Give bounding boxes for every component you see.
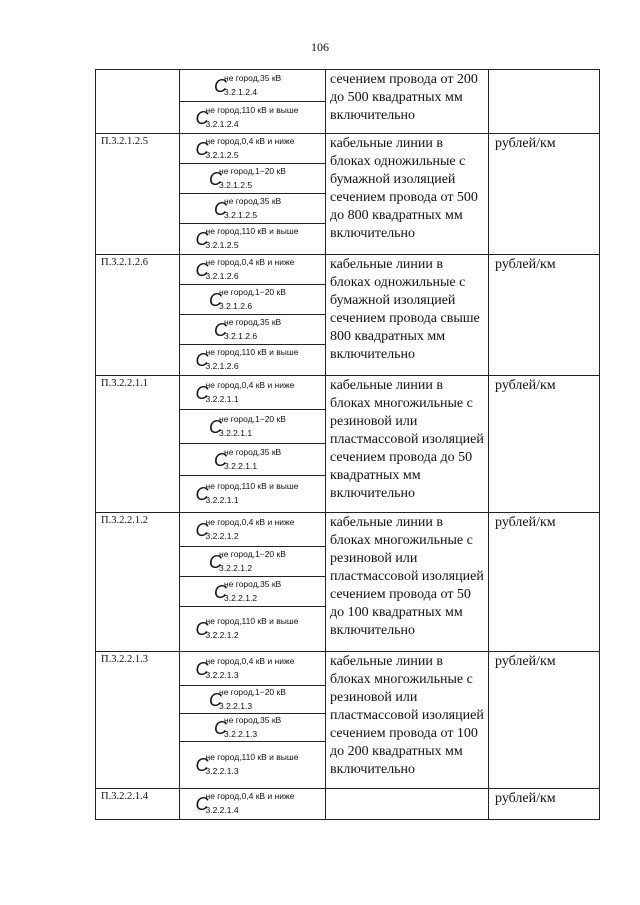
tariff-table <box>95 69 600 820</box>
formula-superscript: не город,0,4 кВ и ниже <box>205 379 295 390</box>
formula-subscript: 3.2.2.1.3 <box>224 728 258 739</box>
formula-box <box>180 255 325 285</box>
formula-symbol: C <box>195 755 209 775</box>
table-row <box>96 376 600 513</box>
row-code: П.3.2.1.2.5 <box>101 136 148 147</box>
rate-formula <box>209 165 296 190</box>
formula-superscript: не город,0,4 кВ и ниже <box>205 791 295 801</box>
unit-cell <box>489 376 600 513</box>
row-description: кабельные линии в блоках многожильные с резиновой или пластмассовой изоляцией сечением провода от 100 до 200 квадратных мм включительно <box>330 654 484 777</box>
rate-formula <box>195 256 310 281</box>
formula-box <box>180 714 325 742</box>
row-code-cell <box>96 652 180 789</box>
rate-formula <box>214 446 291 471</box>
formula-subscript: 3.2.1.2.6 <box>224 330 258 341</box>
row-code-cell <box>96 70 180 134</box>
formula-superscript: не город,110 кВ и выше <box>205 752 299 762</box>
row-unit <box>489 70 599 72</box>
formula-symbol: C <box>195 519 209 540</box>
row-code: П.3.2.1.2.6 <box>101 257 148 268</box>
rate-formula <box>214 195 291 220</box>
formula-symbol: C <box>209 689 222 710</box>
formula-symbol: C <box>209 168 222 189</box>
row-description: кабельные линии в блоках многожильные с резиновой или пластмассовой изоляцией сечением провода до 50 квадратных мм включительно <box>330 378 484 501</box>
formula-subscript: 3.2.1.2.4 <box>224 86 258 97</box>
rate-formula <box>209 286 296 311</box>
description-cell <box>326 652 489 789</box>
formula-superscript: не город,110 кВ и выше <box>205 616 299 626</box>
formula-superscript: не город,35 кВ <box>224 446 282 457</box>
formula-symbol: C <box>195 259 209 280</box>
formula-subscript: 3.2.1.2.5 <box>219 179 253 190</box>
row-code-cell <box>96 513 180 652</box>
rate-formula <box>195 135 310 160</box>
table-row <box>96 134 600 255</box>
formula-subscript: 3.2.2.1.1 <box>224 460 258 471</box>
row-code-cell <box>96 376 180 513</box>
description-cell <box>326 789 489 820</box>
formula-subscript: 3.2.2.1.2 <box>205 530 239 541</box>
formula-subscript: 3.2.2.1.1 <box>219 427 253 438</box>
formula-symbol: C <box>214 75 227 96</box>
formula-cell <box>180 652 326 789</box>
row-code: П.3.2.2.1.3 <box>101 654 148 665</box>
formula-superscript: не город,1−20 кВ <box>219 548 286 559</box>
formula-superscript: не город,110 кВ и выше <box>205 347 299 357</box>
formula-subscript: 3.2.2.1.2 <box>224 592 258 603</box>
formula-box <box>180 315 325 345</box>
rate-formula <box>209 686 296 711</box>
formula-superscript: не город,35 кВ <box>224 578 282 589</box>
formula-box <box>180 789 325 819</box>
row-description <box>326 789 488 790</box>
formula-subscript: 3.2.1.2.5 <box>224 209 258 220</box>
formula-symbol: C <box>195 107 209 128</box>
formula-box <box>180 513 325 547</box>
formula-superscript: не город,35 кВ <box>224 316 282 327</box>
rate-formula <box>214 714 291 739</box>
description-cell <box>326 513 489 652</box>
formula-box <box>180 577 325 607</box>
rate-formula <box>214 316 291 341</box>
formula-superscript: не город,1−20 кВ <box>219 286 286 297</box>
formula-symbol: C <box>195 382 209 403</box>
unit-cell <box>489 513 600 652</box>
formula-box <box>180 164 325 194</box>
formula-superscript: не город,0,4 кВ и ниже <box>205 256 295 267</box>
formula-subscript: 3.2.2.1.3 <box>205 669 239 680</box>
formula-symbol: C <box>209 289 222 310</box>
rate-formula <box>195 752 310 776</box>
formula-symbol: C <box>195 484 209 504</box>
formula-subscript: 3.2.2.1.3 <box>205 766 239 776</box>
table-row <box>96 70 600 134</box>
unit-cell <box>489 70 600 134</box>
row-code-cell <box>96 789 180 820</box>
row-code: П.3.2.2.1.2 <box>101 515 148 526</box>
page-number: 106 <box>311 40 329 54</box>
formula-subscript: 3.2.2.1.1 <box>205 495 239 505</box>
formula-subscript: 3.2.2.1.2 <box>219 562 253 573</box>
formula-superscript: не город,110 кВ и выше <box>205 226 299 236</box>
formula-symbol: C <box>209 416 222 437</box>
table-row <box>96 652 600 789</box>
rate-formula <box>209 548 296 573</box>
formula-symbol: C <box>195 350 209 370</box>
formula-box <box>180 70 325 102</box>
row-unit: рублей/км <box>495 136 556 151</box>
formula-box <box>180 444 325 476</box>
formula-box <box>180 194 325 224</box>
formula-superscript: не город,0,4 кВ и ниже <box>205 655 295 666</box>
rate-formula <box>195 104 310 129</box>
formula-box <box>180 476 325 512</box>
formula-symbol: C <box>214 717 227 738</box>
unit-cell <box>489 789 600 820</box>
formula-cell <box>180 513 326 652</box>
rate-formula <box>214 72 291 97</box>
formula-box <box>180 410 325 444</box>
formula-superscript: не город,110 кВ и выше <box>205 104 299 115</box>
description-cell <box>326 376 489 513</box>
row-description: сечением провода от 200 до 500 квадратных мм включительно <box>330 72 478 123</box>
unit-cell <box>489 134 600 255</box>
row-unit: рублей/км <box>495 515 556 530</box>
formula-cell <box>180 255 326 376</box>
rate-formula <box>195 791 310 815</box>
formula-box <box>180 285 325 315</box>
formula-symbol: C <box>214 449 227 470</box>
row-unit: рублей/км <box>495 257 556 272</box>
formula-subscript: 3.2.1.2.6 <box>219 300 253 311</box>
rate-formula <box>214 578 291 603</box>
row-code-cell <box>96 255 180 376</box>
formula-symbol: C <box>195 794 209 814</box>
formula-symbol: C <box>214 319 227 340</box>
formula-symbol: C <box>195 138 209 159</box>
table-row <box>96 255 600 376</box>
formula-box <box>180 102 325 133</box>
rate-formula <box>195 655 310 680</box>
rate-formula <box>195 226 310 250</box>
formula-box <box>180 134 325 164</box>
row-code: П.3.2.2.1.4 <box>101 791 148 802</box>
formula-superscript: не город,0,4 кВ и ниже <box>205 516 295 527</box>
formula-cell <box>180 376 326 513</box>
row-description: кабельные линии в блоках одножильные с бумажной изоляцией сечением провода от 500 до 800 квадратных мм включительно <box>330 136 478 241</box>
formula-superscript: не город,35 кВ <box>224 195 282 206</box>
formula-cell <box>180 789 326 820</box>
formula-superscript: не город,35 кВ <box>224 72 282 83</box>
formula-box <box>180 345 325 375</box>
formula-subscript: 3.2.1.2.6 <box>205 270 239 281</box>
formula-box <box>180 547 325 577</box>
description-cell <box>326 70 489 134</box>
row-unit: рублей/км <box>495 654 556 669</box>
unit-cell <box>489 652 600 789</box>
row-code <box>96 70 179 72</box>
formula-superscript: не город,1−20 кВ <box>219 165 286 176</box>
row-unit: рублей/км <box>495 791 556 806</box>
formula-superscript: не город,110 кВ и выше <box>205 481 299 491</box>
row-description: кабельные линии в блоках одножильные с бумажной изоляцией сечением провода свыше 800 квадратных мм включительно <box>330 257 480 362</box>
formula-superscript: не город,1−20 кВ <box>219 413 286 424</box>
formula-subscript: 3.2.2.1.2 <box>205 630 239 640</box>
row-code: П.3.2.2.1.1 <box>101 378 148 389</box>
rate-formula <box>195 347 310 371</box>
formula-symbol: C <box>209 551 222 572</box>
formula-symbol: C <box>195 619 209 639</box>
formula-subscript: 3.2.1.2.5 <box>205 240 239 250</box>
formula-superscript: не город,35 кВ <box>224 714 282 725</box>
description-cell <box>326 255 489 376</box>
formula-symbol: C <box>214 581 227 602</box>
formula-subscript: 3.2.2.1.3 <box>219 700 253 711</box>
formula-superscript: не город,1−20 кВ <box>219 686 286 697</box>
formula-subscript: 3.2.2.1.1 <box>205 393 239 404</box>
rate-formula <box>195 616 310 640</box>
formula-cell <box>180 134 326 255</box>
formula-symbol: C <box>195 658 209 679</box>
formula-box <box>180 686 325 714</box>
formula-box <box>180 607 325 651</box>
formula-subscript: 3.2.2.1.4 <box>205 805 239 815</box>
rate-formula <box>209 413 296 438</box>
row-description: кабельные линии в блоках многожильные с резиновой или пластмассовой изоляцией сечением провода от 50 до 100 квадратных мм включительно <box>330 515 484 638</box>
rate-formula <box>195 481 310 505</box>
table-row <box>96 513 600 652</box>
description-cell <box>326 134 489 255</box>
formula-symbol: C <box>195 229 209 249</box>
row-unit: рублей/км <box>495 378 556 393</box>
formula-box <box>180 224 325 254</box>
formula-superscript: не город,0,4 кВ и ниже <box>205 135 295 146</box>
row-code-cell <box>96 134 180 255</box>
table-row <box>96 789 600 820</box>
unit-cell <box>489 255 600 376</box>
rate-formula <box>195 379 310 404</box>
formula-symbol: C <box>214 198 227 219</box>
formula-cell <box>180 70 326 134</box>
formula-box <box>180 376 325 410</box>
rate-formula <box>195 516 310 541</box>
formula-box <box>180 652 325 686</box>
formula-box <box>180 742 325 788</box>
formula-subscript: 3.2.1.2.4 <box>205 118 239 129</box>
formula-subscript: 3.2.1.2.5 <box>205 149 239 160</box>
formula-subscript: 3.2.1.2.6 <box>205 361 239 371</box>
